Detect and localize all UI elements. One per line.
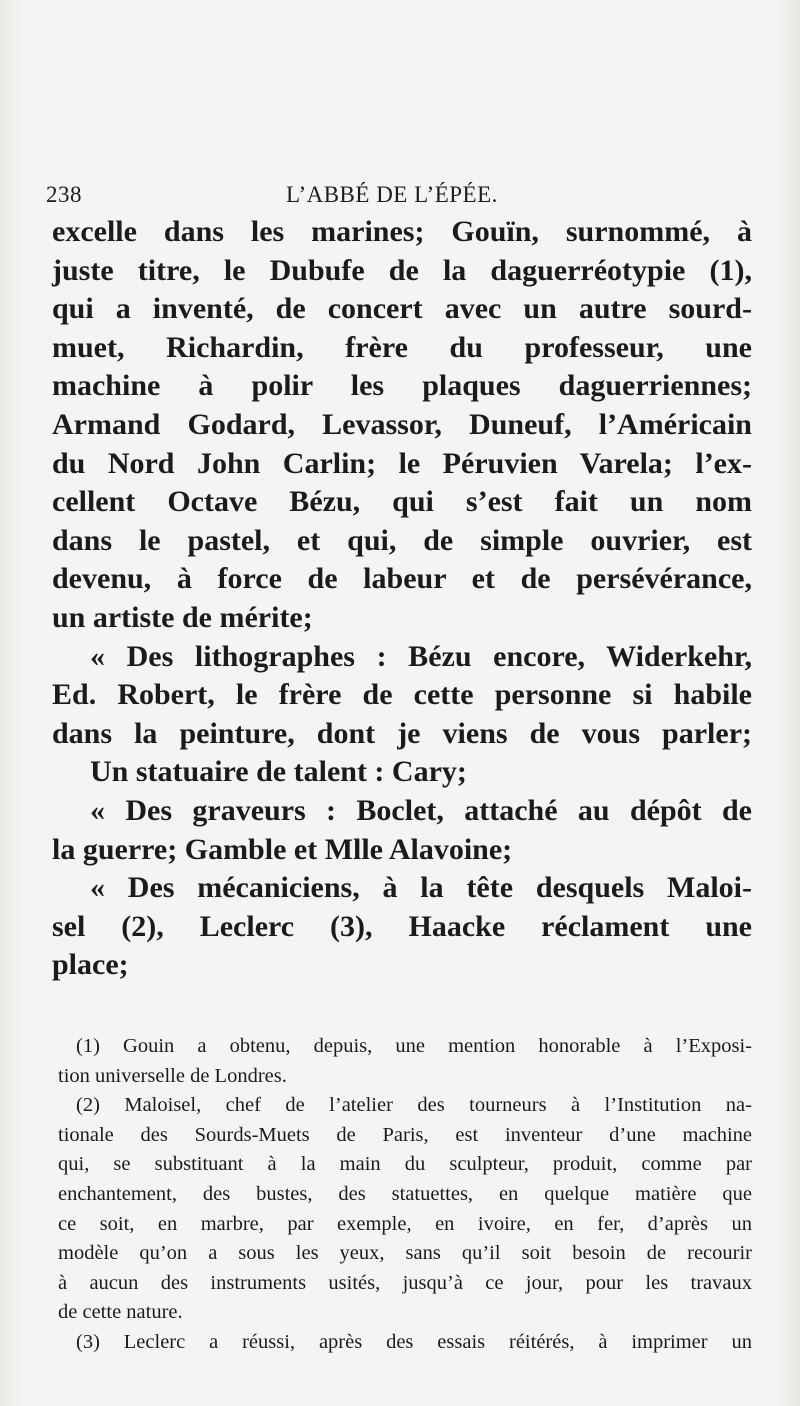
footnote-line: à aucun des instruments usités, jusqu’à ce jour, pour les travaux: [58, 1271, 752, 1294]
text-line: « Des graveurs : Boclet, attaché au dépôt de: [90, 793, 752, 827]
footnotes: [58, 1032, 752, 1358]
running-title: L’ABBÉ DE L’ÉPÉE.: [286, 182, 498, 207]
text-line: un artiste de mérite;: [52, 600, 313, 634]
text-line: place;: [52, 948, 129, 982]
page-number: 238: [46, 182, 82, 207]
text-line: « Des mécaniciens, à la tête desquels Maloi-: [90, 871, 752, 905]
footnote-line: tionale des Sourds-Muets de Paris, est inventeur d’une machine: [58, 1123, 752, 1146]
footnote-line: tion universelle de Londres.: [58, 1064, 287, 1087]
text-line: machine à polir les plaques daguerriennes;: [52, 369, 752, 403]
text-line: devenu, à force de labeur et de persévérance,: [52, 562, 752, 596]
text-line: Armand Godard, Levassor, Duneuf, l’Américain: [52, 407, 752, 441]
footnote-line: ce soit, en marbre, par exemple, en ivoire, en fer, d’après un: [58, 1212, 752, 1235]
main-text: [52, 213, 752, 985]
text-line: Un statuaire de talent : Cary;: [90, 755, 467, 789]
footnote-line: qui, se substituant à la main du sculpteur, produit, comme par: [58, 1153, 752, 1176]
text-line: « Des lithographes : Bézu encore, Widerkehr,: [90, 639, 752, 673]
footnote-line: (3) Leclerc a réussi, après des essais réitérés, à imprimer un: [76, 1330, 752, 1353]
footnote-line: de cette nature.: [58, 1301, 183, 1324]
text-line: dans le pastel, et qui, de simple ouvrier, est: [52, 523, 752, 557]
text-line: dans la peinture, dont je viens de vous parler;: [52, 716, 752, 750]
text-line: sel (2), Leclerc (3), Haacke réclament une: [52, 909, 752, 943]
text-line: Ed. Robert, le frère de cette personne si habile: [52, 678, 752, 712]
footnote-line: (2) Maloisel, chef de l’atelier des tourneurs à l’Institution na-: [76, 1094, 752, 1117]
text-line: du Nord John Carlin; le Péruvien Varela; l’ex-: [52, 446, 752, 480]
text-line: muet, Richardin, frère du professeur, une: [52, 330, 752, 364]
text-line: juste titre, le Dubufe de la daguerréotypie (1),: [52, 253, 752, 287]
footnote-line: modèle qu’on a sous les yeux, sans qu’il soit besoin de recourir: [58, 1242, 752, 1265]
text-line: qui a inventé, de concert avec un autre sourd-: [52, 292, 752, 326]
text-line: cellent Octave Bézu, qui s’est fait un nom: [52, 485, 752, 519]
page-header: [46, 178, 746, 212]
footnote-line: (1) Gouin a obtenu, depuis, une mention honorable à l’Exposi-: [76, 1035, 752, 1057]
text-line: excelle dans les marines; Gouïn, surnommé, à: [52, 215, 752, 248]
text-line: la guerre; Gamble et Mlle Alavoine;: [52, 832, 513, 866]
footnote-line: enchantement, des bustes, des statuettes, en quelque matière que: [58, 1182, 752, 1205]
